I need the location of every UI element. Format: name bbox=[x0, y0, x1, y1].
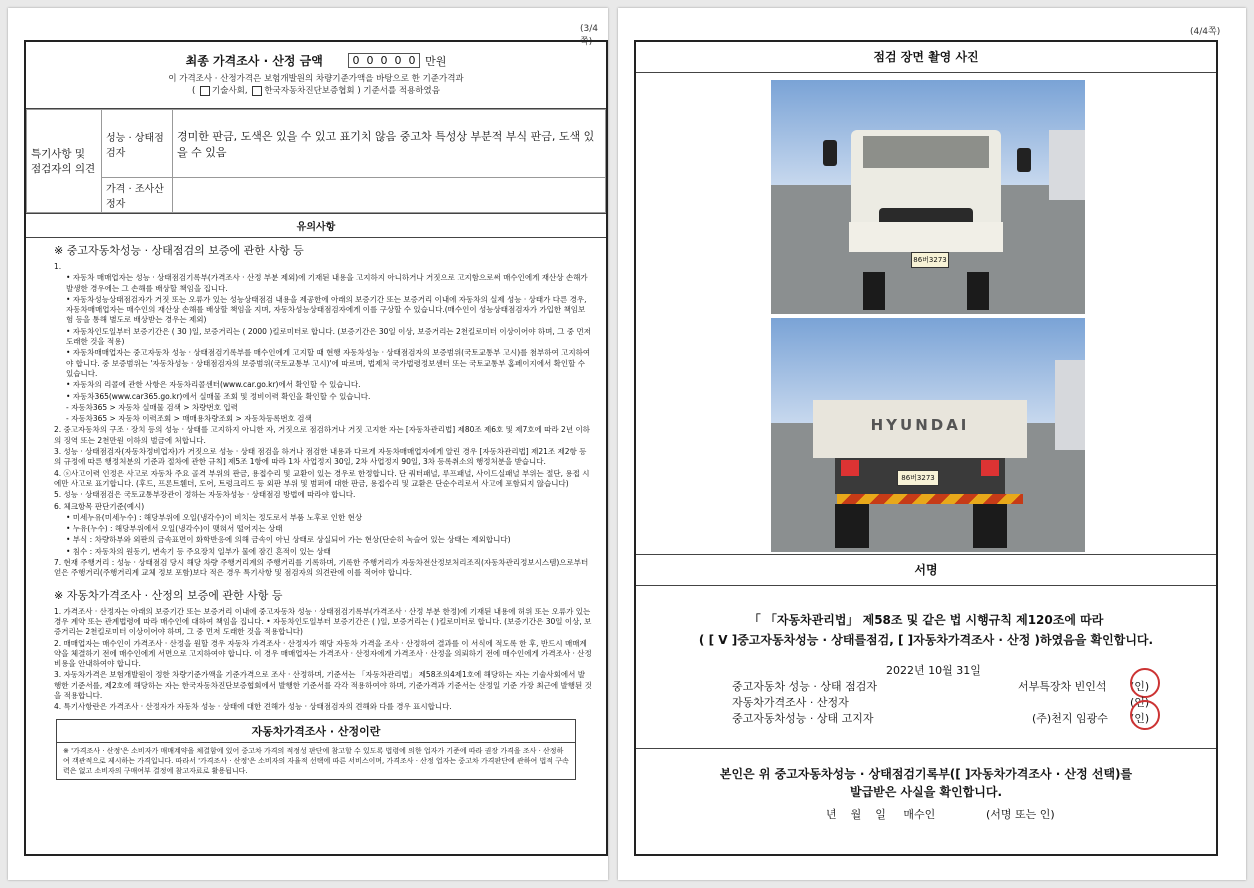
opinion-table bbox=[26, 109, 606, 213]
building bbox=[1049, 130, 1085, 200]
digit: 0 bbox=[408, 54, 416, 67]
divider bbox=[636, 748, 1216, 749]
photo-section-title: 점검 장면 촬영 사진 bbox=[636, 42, 1216, 73]
notice-item: 3. 자동차가격은 보험개발원이 정한 차량기준가액을 기준가격으로 조사 · 산정하며, 기준서는 「자동차관리법」 제58조의4제1호에 해당하는 자는 기술사회에서 발행한 기준서를, 제2호에 해당하는 자는 한국자동차진단보증협회에서 발행한 기준서를 각각 적용하여야 하며, 기준가격과 기준서는 산정일 기준 가장 최근에 발행된 것을 적용합니다. bbox=[54, 670, 592, 700]
notice-item: 6. 체크항목 판단기준(예시) bbox=[54, 501, 145, 511]
notice-item: 4. 특기사항란은 가격조사 · 산정자가 자동차 성능 · 상태에 대한 견해가 성능 · 상태점검자의 견해와 다를 경우 표시합니다. bbox=[54, 702, 452, 712]
price-header bbox=[26, 42, 606, 109]
section2-list bbox=[26, 607, 606, 713]
form-frame bbox=[24, 40, 608, 856]
digit: 0 bbox=[394, 54, 402, 67]
box-title: 자동차가격조사 · 산정이란 bbox=[57, 720, 575, 743]
notice-item: 1. 가격조사 · 산정자는 아래의 보증기간 또는 보증거리 이내에 중고자동차 성능 · 상태점검기록부(가격조사 · 산정 부분 한정)에 기재된 내용에 허위 또는 오류가 있는 경우 계약 또는 관계법령에 따라 매수인에 대하여 책임을 집니다. • 자동차인도일부터 보증기간은 ( )일, 보증거리는 ( )킬로미터로 합니다. (보증기간은 30일 이상, 보증거리는 2천킬로미터 이상이어야 하며, 그 중 먼저 도래한 것을 적용합니다) bbox=[54, 606, 592, 637]
rear-guard bbox=[837, 494, 1023, 504]
signer-seal-label: (인) bbox=[1130, 680, 1150, 693]
receipt-date: 년 월 일 매수인 bbox=[826, 808, 936, 821]
section1-title: ※ 중고자동차성능 · 상태점검의 보증에 관한 사항 등 bbox=[54, 244, 304, 257]
bumper bbox=[849, 222, 1003, 252]
notice-item: - 자동차365 > 자동차 실매물 검색 > 차량번호 입력 bbox=[66, 402, 238, 412]
license-plate: 86버3273 bbox=[911, 252, 949, 268]
notice-item: • 누유(누수) : 해당부위에서 오일(냉각수)이 맺혀서 떨어지는 상태 bbox=[66, 524, 283, 534]
notice-item: • 자동차 매매업자는 성능 · 상태점검기록부(가격조사 · 산정 부분 제외)에 기재된 내용을 고지하지 아니하거나 거짓으로 고지함으로써 매수인에게 재산상 손해가 발생한 경우에는 그 손해를 배상할 책임을 집니다. bbox=[66, 273, 588, 293]
inspector-label: 성능 · 상태점검자 bbox=[102, 110, 173, 178]
form-frame bbox=[634, 40, 1218, 856]
signer-name: 서부특장차 빈인석 bbox=[1018, 680, 1107, 693]
law-line: 「 「자동차관리법」 제58조 및 같은 법 시행규칙 제120조에 따라 bbox=[748, 613, 1104, 627]
wheel bbox=[863, 272, 885, 310]
price-unit: 만원 bbox=[425, 55, 447, 68]
notice-item: • 침수 : 자동차의 원동기, 변속기 등 주요장치 일부가 물에 잠긴 흔적이 있는 상태 bbox=[66, 546, 331, 556]
notice-item: • 자동차365(www.car365.go.kr)에서 실매물 조회 및 정비이력 확인을 확인할 수 있습니다. bbox=[66, 391, 371, 401]
notice-item: 2. 매매업자는 매수인이 가격조사 · 산정을 원할 경우 자동차 가격조사 · 산정자가 해당 자동차 가격을 조사 · 산정하여 결과를 이 서식에 적도록 한 후, 반드시 매매계약을 체결하기 전에 매수인에게 서면으로 고지하여야 합니다. 이 경우 매매업자는 가격조사 · 산정자에게 가격조사 · 산정을 의뢰하기 전에 매수인에게 가격조사 · 산정 비용을 안내하여야 합니다. bbox=[54, 638, 592, 669]
checkbox[interactable] bbox=[200, 86, 210, 96]
signer-seal-label: (인) bbox=[1130, 712, 1150, 725]
notice-item: • 자동차성능상태점검자가 거짓 또는 오류가 있는 성능상태점검 내용을 제공한에 아래의 보증기간 또는 보증거리 이내에 자동차의 실제 성능 · 상태가 다른 경우, 자동차매매업자는 매수인의 재산상 손해를 배상할 책임을 지며, 자동차성능상태점검자에게 이를 구상할 수 있습니다.(매수인이 성능상태점검자가 가입한 책임보험 등을 통해 별도로 배상받는 경우는 제외) bbox=[66, 294, 587, 325]
option-note: ) 기준서를 적용하였음 bbox=[357, 86, 440, 96]
notice-item: 7. 현재 주행거리 : 성능 · 상태점검 당시 해당 차량 주행거리계의 주행거리를 기록하며, 기록한 주행거리가 자동차전산정보처리조직(자동차관리정보시스템)으로부터 얻은 주행거리(주행거리계 교체 정보 포함)보다 적은 경우 특기사항 및 점검자의 의견란에 이를 적어야 합니다. bbox=[54, 558, 589, 578]
sign-date: 2022년 10월 31일 bbox=[886, 664, 981, 677]
digit: 0 bbox=[352, 54, 360, 67]
sign-section-title: 서명 bbox=[636, 555, 1216, 586]
notice-item: • 자동차의 리콜에 관한 사항은 자동차리콜센터(www.car.go.kr)에서 확인할 수 있습니다. bbox=[66, 380, 361, 390]
receipt-line2: 발급받은 사실을 확인합니다. bbox=[849, 785, 1003, 799]
wheel bbox=[835, 504, 869, 548]
section1-list bbox=[26, 262, 606, 579]
building bbox=[1055, 360, 1085, 450]
confirm-line: ( [ V ]중고자동차성능 · 상태를점검, [ ]자동차가격조사 · 산정 )하였음을 확인합니다. bbox=[698, 633, 1154, 647]
opinion-label: 특기사항 및 점검자의 의견 bbox=[27, 110, 102, 213]
option-label: 기술사회 bbox=[212, 86, 245, 96]
notice-item: 2. 중고자동차의 구조 · 장치 등의 성능 · 상태를 고지하지 아니한 자, 거짓으로 점검하거나 거짓 고지한 자는 [자동차관리법] 제80조 제6호 및 제7호에 따라 2년 이하의 징역 또는 2천만원 이하의 벌금에 처합니다. bbox=[54, 425, 590, 445]
section2-title: ※ 자동차가격조사 · 산정의 보증에 관한 사항 등 bbox=[54, 588, 283, 602]
signer-role: 중고자동차 성능 · 상태 점검자 bbox=[732, 680, 877, 693]
tail-light bbox=[841, 460, 859, 476]
notice-item: - 자동차365 > 자동차 이력조회 > 매매용차량조회 > 자동차등록번호 검색 bbox=[66, 414, 312, 424]
page-number: (3/4쪽) bbox=[580, 24, 598, 47]
notice-item: • 부식 : 차량하부와 외판의 금속표면이 화학반응에 의해 금속이 아닌 상태로 상실되어 가는 현상(단순히 녹슬어 있는 상태는 제외합니다) bbox=[66, 535, 511, 545]
inspector-opinion: 경미한 판금, 도색은 있을 수 있고 표기치 않음 중고차 특성상 부분적 부식 판금, 도색 있을 수 있음 bbox=[173, 110, 606, 178]
mirror-right bbox=[1017, 148, 1031, 172]
truck-rear-photo bbox=[771, 318, 1085, 552]
receipt-line1: 본인은 위 중고자동차성능 · 상태점검기록부([ ]자동차가격조사 · 산정 선택)를 bbox=[719, 767, 1133, 781]
wheel bbox=[973, 504, 1007, 548]
notice-item: • 자동차매매업자는 중고자동차 성능 · 상태점검기록부를 매수인에게 고지할 때 현행 자동차성능 · 상태점검자의 보증범위(국토교통부 고시)를 첨부하여 고지하여야 합니다. 중 보증범위는 '자동차성능 · 상태점검자의 보증범위(국토교통부 고시)'에 따르며, 법제처 국가법령정보센터 또는 국토교통부 홈페이지에서 확인할 수 있습니다. bbox=[66, 348, 591, 378]
digit: 0 bbox=[380, 54, 388, 67]
notice-title: 유의사항 bbox=[26, 213, 606, 238]
signer-seal-label: (인) bbox=[1130, 696, 1150, 709]
notice-item: 3. 성능 · 상태점검자(자동차정비업자)가 거짓으로 성능 · 상태 점검을 하거나 점검한 내용과 다르게 자동차매매업자에게 알린 경우 [자동차관리법] 제21조 제2항 등의 규정에 따른 행정처분의 기준과 절차에 관한 규칙] 제5조 1항에 따라 1차 사업정지 30일, 2차 사업정지 90일, 3차 등록취소의 행정처분을 받습니다. bbox=[54, 447, 587, 467]
appraiser-opinion bbox=[173, 178, 606, 213]
price-options: ( 기술사회, 한국자동차진단보증협회 ) 기준서를 적용하였음 bbox=[192, 86, 440, 96]
notice-item: 1. bbox=[54, 262, 62, 271]
signer-role: 중고자동차성능 · 상태 고지자 bbox=[732, 712, 874, 725]
brand-lettering: HYUNDAI bbox=[870, 416, 970, 434]
checkbox[interactable] bbox=[252, 86, 262, 96]
signer-name: (주)천지 임광수 bbox=[1032, 712, 1108, 725]
notice-item: 4. ⓢ사고이력 인정은 사고로 자동차 주요 골격 부위의 판금, 용접수리 및 교환이 있는 경우로 한정합니다. 단 쿼터패널, 루프패널, 사이드실패널 부위는 절단, 용접 시에만 사고로 표기합니다. (후드, 프론트휀더, 도어, 트렁크리드 등 외판 부위 및 범퍼에 대한 판금, 용접수리 및 교환은 단순수리로서 사고에 포함되지 않습니다) bbox=[54, 468, 590, 488]
price-note: 이 가격조사 · 산정가격은 보험개발원의 차량기준가액을 바탕으로 한 기준가격과 bbox=[168, 74, 464, 84]
notice-item: • 자동차인도일부터 보증기간은 ( 30 )일, 보증거리는 ( 2000 )킬로미터로 합니다. (보증기간은 30일 이상, 보증거리는 2천킬로미터 이상이어야 하며, 그 중 먼저 도래한 것을 적용) bbox=[66, 326, 591, 347]
mirror-left bbox=[823, 140, 837, 166]
windshield bbox=[863, 136, 989, 168]
price-title: 최종 가격조사 · 산정 금액 bbox=[185, 54, 323, 68]
appraisal-info-box bbox=[56, 719, 576, 780]
signer-role: 자동차가격조사 · 산정자 bbox=[732, 696, 849, 709]
page-4 bbox=[618, 8, 1246, 880]
digit: 0 bbox=[366, 54, 374, 67]
page-3 bbox=[8, 8, 608, 880]
license-plate: 86버3273 bbox=[897, 470, 939, 486]
price-digits bbox=[348, 53, 420, 68]
receipt-sign: (서명 또는 인) bbox=[986, 808, 1055, 821]
notice-item: • 미세누유(미세누수) : 해당부위에 오일(냉각수)이 비치는 정도로서 부품 노후로 인한 현상 bbox=[66, 512, 363, 522]
appraiser-label: 가격 · 조사산정자 bbox=[102, 178, 173, 213]
page-number: (4/4쪽) bbox=[1190, 27, 1221, 37]
notice-item: 5. 성능 · 상태점검은 국토교통부장관이 정하는 자동차성능 · 상태점검 방법에 따라야 합니다. bbox=[54, 490, 356, 500]
box-text: ※ '가격조사 · 산정'은 소비자가 매매계약을 체결함에 있어 중고차 가격의 적정성 판단에 참고할 수 있도록 법령에 의한 업자가 기준에 따라 권장 가격을 조사 · 산정하여 객관적으로 제시하는 가격입니다. 따라서 '가격조사 · 산정'은 소비자의 자율적 선택에 따른 서비스이며, 가격조사 · 산정 업자는 중고차 가격판단에 관하여 법적 구속력은 없고 소비자의 구매여부 결정에 참고자료로 활용됩니다. bbox=[63, 746, 569, 775]
truck-front-photo bbox=[771, 80, 1085, 314]
wheel bbox=[967, 272, 989, 310]
stamp-seal-icon bbox=[1130, 700, 1160, 730]
option-label: 한국자동차진단보증협회 bbox=[264, 86, 355, 96]
tail-light bbox=[981, 460, 999, 476]
